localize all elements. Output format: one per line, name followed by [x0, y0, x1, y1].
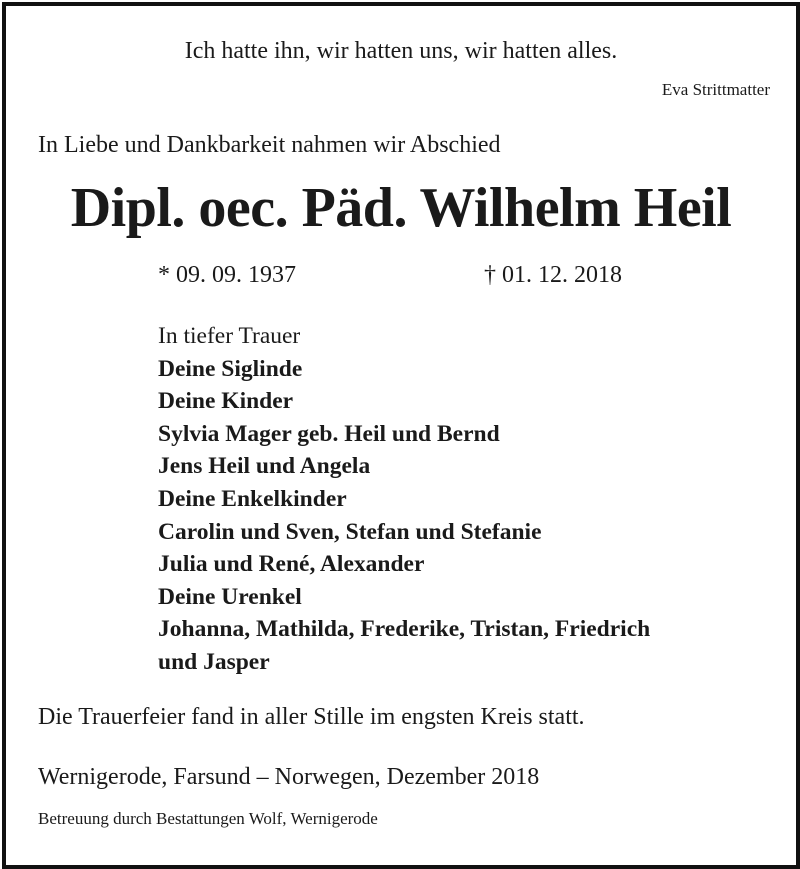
service-note: Betreuung durch Bestattungen Wolf, Wernigerode — [38, 809, 378, 828]
quote-author: Eva Strittmatter — [661, 80, 770, 99]
mourner-line: Deine Kinder — [158, 388, 294, 415]
mourner-line: Julia und René, Alexander — [158, 551, 425, 578]
mourners-list — [158, 320, 650, 679]
funeral-note: Die Trauerfeier fand in aller Stille im engsten Kreis statt. — [38, 704, 585, 730]
mourner-line: Carolin und Sven, Stefan und Stefanie — [158, 518, 542, 545]
mourner-line: und Jasper — [158, 648, 270, 675]
mourners-lead: In tiefer Trauer — [158, 323, 301, 349]
mourner-line: Jens Heil und Angela — [158, 453, 371, 480]
death-date: † 01. 12. 2018 — [484, 262, 622, 288]
mourner-line: Deine Urenkel — [158, 583, 302, 610]
obituary-notice — [2, 2, 800, 869]
mourner-line: Deine Enkelkinder — [158, 485, 347, 512]
mourner-line: Sylvia Mager geb. Heil und Bernd — [158, 420, 500, 447]
birth-date: * 09. 09. 1937 — [158, 262, 296, 288]
place-date: Wernigerode, Farsund – Norwegen, Dezember 2018 — [38, 764, 540, 790]
mourner-line: Deine Siglinde — [158, 355, 303, 382]
mourner-line: Johanna, Mathilda, Frederike, Tristan, Friedrich — [158, 616, 651, 643]
quote: Ich hatte ihn, wir hatten uns, wir hatten alles. — [184, 38, 618, 64]
intro-text: In Liebe und Dankbarkeit nahmen wir Abschied — [38, 132, 501, 158]
deceased-name: Dipl. oec. Päd. Wilhelm Heil — [70, 177, 732, 239]
